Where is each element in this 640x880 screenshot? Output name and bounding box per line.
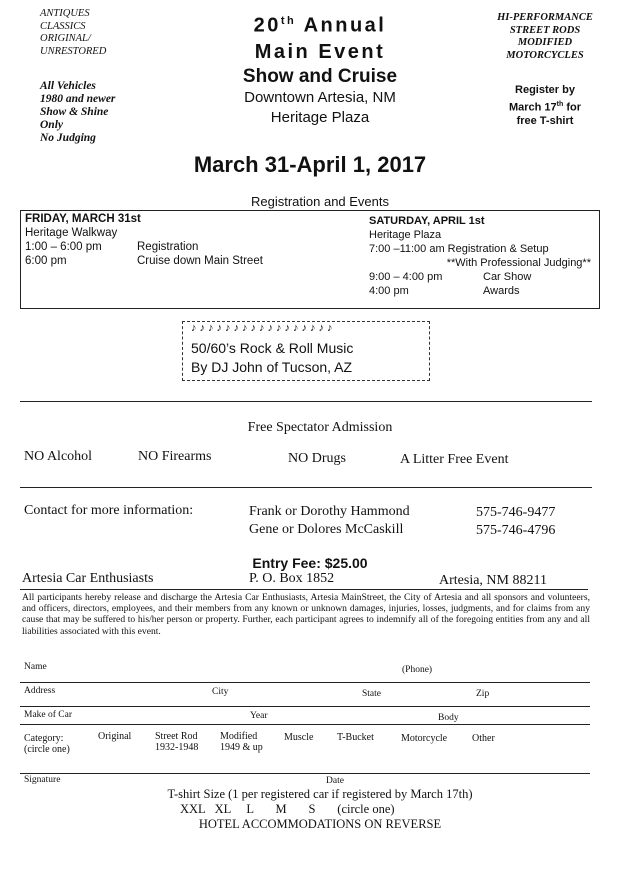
category-text: Category: xyxy=(24,733,64,744)
class-item: UNRESTORED xyxy=(40,45,107,57)
contact-phone-1: 575-746-9477 xyxy=(476,505,556,520)
event-title xyxy=(170,8,470,89)
waiver-text: All participants hereby release and discharge the Artesia Car Enthusiasts, Artesia MainStreet, the City of Artesia and all sponsors and volunteers, and officers, directors, employees, and their members from any known or unknown damages, injuries, losses, judgments, and for claims from any cause that may be suffered to his/her person or property. Further, each participant agrees to indemnify all of the foregoing entities from any and all liabilities associated with this event. xyxy=(22,592,590,637)
title-annual: Annual xyxy=(296,14,387,37)
schedule-event: Car Show xyxy=(483,271,532,283)
music-line-1: 50/60’s Rock & Roll Music xyxy=(191,340,354,356)
class-item: MODIFIED xyxy=(517,37,573,48)
name-label: Name xyxy=(24,662,47,672)
zip-label: Zip xyxy=(476,689,490,699)
register-line xyxy=(470,98,620,115)
rule-litter: A Litter Free Event xyxy=(400,452,509,467)
date-label: Date xyxy=(326,776,344,786)
contact-phone-2: 575-746-4796 xyxy=(476,523,556,538)
music-notes: ♪♪♪♪♪♪♪♪♪♪♪♪♪♪♪♪♪ xyxy=(191,322,336,334)
friday-heading: FRIDAY, MARCH 31st xyxy=(25,213,141,225)
class-item: MOTORCYCLES xyxy=(506,49,584,61)
schedule-row xyxy=(369,284,597,298)
vehicle-classes-left xyxy=(40,8,106,58)
saturday-schedule xyxy=(369,214,597,298)
vehicle-classes-right xyxy=(465,12,625,62)
state-label: State xyxy=(362,689,381,699)
option-line: Other xyxy=(472,733,495,744)
category-option[interactable] xyxy=(98,731,131,742)
category-option[interactable] xyxy=(284,732,313,743)
friday-place: Heritage Walkway xyxy=(25,227,118,239)
schedule-time: 1:00 – 6:00 pm xyxy=(25,241,102,253)
register-note xyxy=(470,84,620,128)
signature-label: Signature xyxy=(24,775,61,785)
saturday-heading: SATURDAY, APRIL 1st xyxy=(369,215,485,227)
schedule-row xyxy=(25,240,355,254)
class-item: CLASSICS xyxy=(40,20,86,32)
entry-fee: Entry Fee: $25.00 xyxy=(252,555,368,571)
register-sup: th xyxy=(556,100,564,108)
option-line: Modified xyxy=(220,731,258,742)
music-box xyxy=(182,321,430,381)
saturday-registration: 7:00 –11:00 am Registration & Setup xyxy=(369,243,549,255)
judging-note: **With Professional Judging** xyxy=(446,257,591,269)
category-option[interactable] xyxy=(401,733,447,744)
title-line-2: Main Event xyxy=(254,40,386,63)
divider xyxy=(20,401,592,402)
title-num: 20 xyxy=(253,14,281,37)
event-dates: March 31-April 1, 2017 xyxy=(193,152,427,177)
tshirt-sizes: XXL XL L M S (circle one) xyxy=(180,802,395,816)
location-line: Downtown Artesia, NM xyxy=(244,89,396,106)
spectator-admission: Free Spectator Admission xyxy=(247,420,393,435)
rule-alcohol: NO Alcohol xyxy=(24,449,93,464)
register-date: March 17 xyxy=(508,101,557,114)
option-line: Muscle xyxy=(284,732,314,743)
divider xyxy=(20,487,592,488)
schedule-time: 6:00 pm xyxy=(25,255,67,267)
event-location xyxy=(170,88,470,128)
divider xyxy=(20,589,588,590)
option-line: Motorcycle xyxy=(401,733,448,744)
class-item: ANTIQUES xyxy=(40,8,90,19)
city-label: City xyxy=(212,687,229,697)
schedule-time: 4:00 pm xyxy=(369,285,409,297)
tshirt-note: T-shirt Size (1 per registered car if registered by March 17th) xyxy=(167,787,473,801)
friday-schedule xyxy=(25,212,355,268)
rule-line: No Judging xyxy=(40,132,96,144)
city-state-zip: Artesia, NM 88211 xyxy=(439,573,547,588)
schedule-event: Awards xyxy=(483,285,520,297)
category-option[interactable] xyxy=(220,731,263,753)
schedule-row xyxy=(369,270,597,284)
hotel-note: HOTEL ACCOMMODATIONS ON REVERSE xyxy=(198,817,442,831)
org-name: Artesia Car Enthusiasts xyxy=(22,571,154,586)
title-sup: th xyxy=(280,15,297,27)
rule-line: Show & Shine xyxy=(40,106,109,118)
schedule-time: 9:00 – 4:00 pm xyxy=(369,271,443,283)
class-item: STREET RODS xyxy=(509,24,581,36)
title-line-1 xyxy=(170,8,470,39)
contact-label: Contact for more information: xyxy=(24,503,194,518)
address-field[interactable] xyxy=(20,706,590,707)
category-option[interactable] xyxy=(337,732,374,743)
rule-line: Only xyxy=(40,119,63,131)
register-for: for xyxy=(563,101,582,114)
category-divider xyxy=(20,773,590,774)
location-line: Heritage Plaza xyxy=(270,109,370,126)
saturday-place: Heritage Plaza xyxy=(369,229,442,241)
category-label xyxy=(24,733,70,755)
registration-heading: Registration and Events xyxy=(250,194,390,209)
year-label: Year xyxy=(250,711,268,721)
contact-names-2: Gene or Dolores McCaskill xyxy=(249,522,404,537)
contact-names-1: Frank or Dorothy Hammond xyxy=(249,504,410,519)
rule-line: 1980 and newer xyxy=(40,93,116,105)
phone-label: (Phone) xyxy=(402,665,433,675)
class-item: ORIGINAL/ xyxy=(40,33,91,44)
register-line: Register by xyxy=(515,84,575,96)
option-sub: 1932-1948 xyxy=(155,742,199,753)
po-box: P. O. Box 1852 xyxy=(249,571,335,586)
schedule-event: Cruise down Main Street xyxy=(137,255,263,267)
rule-firearms: NO Firearms xyxy=(138,449,212,464)
category-option[interactable] xyxy=(472,733,495,744)
option-line: T-Bucket xyxy=(337,732,374,743)
schedule-row xyxy=(25,254,355,268)
option-sub: 1949 & up xyxy=(220,742,263,753)
register-line: free T-shirt xyxy=(516,114,574,127)
body-label: Body xyxy=(438,713,459,723)
category-hint: (circle one) xyxy=(24,744,70,755)
schedule-event: Registration xyxy=(137,241,199,253)
rule-drugs: NO Drugs xyxy=(288,451,346,466)
option-line: Original xyxy=(98,731,132,742)
category-option[interactable] xyxy=(155,731,198,753)
rule-line: All Vehicles xyxy=(40,80,96,92)
name-field[interactable] xyxy=(20,682,590,683)
music-line-2: By DJ John of Tucson, AZ xyxy=(191,359,353,375)
option-line: Street Rod xyxy=(155,731,198,742)
make-label: Make of Car xyxy=(24,710,73,720)
class-item: HI-PERFORMANCE xyxy=(497,12,593,23)
vehicle-rules-left xyxy=(40,80,115,145)
title-line-3: Show and Cruise xyxy=(242,65,398,87)
make-field[interactable] xyxy=(20,724,590,725)
address-label: Address xyxy=(24,686,56,696)
